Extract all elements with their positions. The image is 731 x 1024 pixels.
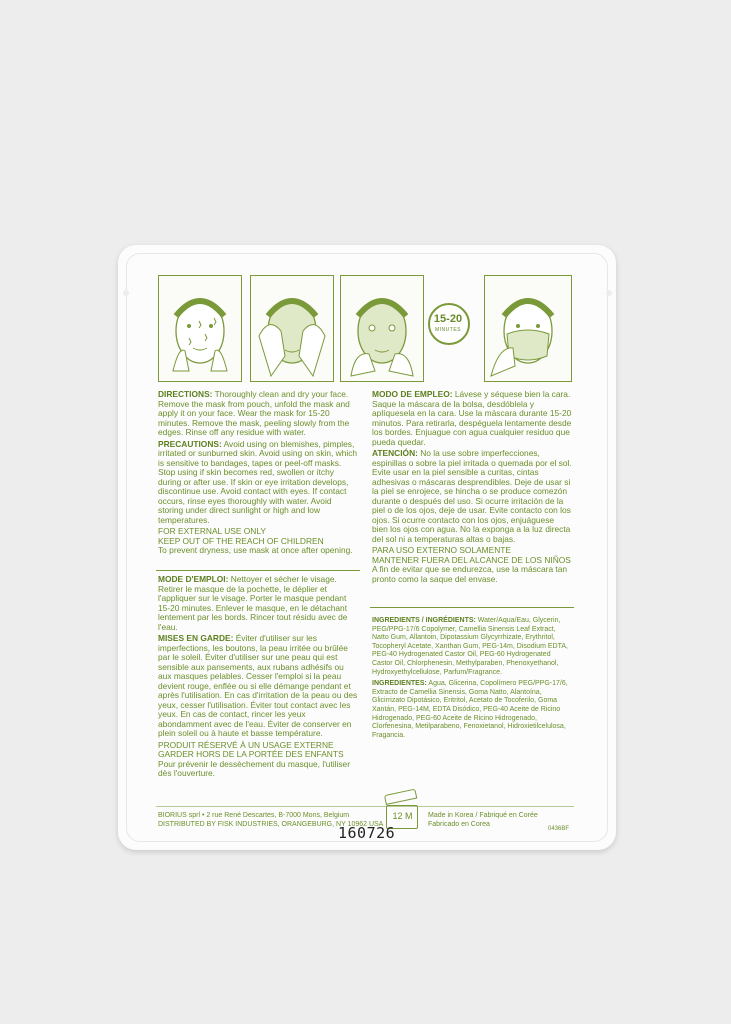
product-code: 0436BF: [548, 826, 570, 832]
distributor: DISTRIBUTED BY FISK INDUSTRIES, ORANGEBURG, NY 10962 USA: [158, 821, 384, 828]
atencion-title: ATENCIÓN:: [372, 448, 418, 458]
mode-emploi-title: MODE D'EMPLOI:: [158, 574, 229, 584]
directions-text: Thoroughly clean and dry your face. Remove the mask from pouch, unfold the mask and apply it on your face. Wear the mask for 15-20 minutes. Remove the mask, peeling slowly from the edges. Rinse off any residue with water.: [158, 389, 350, 437]
modo-empleo-title: MODO DE EMPLEO:: [372, 389, 453, 399]
endurezca-note: A fin de evitar que se endurezca, use la máscara tan pronto como la saque del envase.: [372, 564, 568, 584]
lot-number: 160726: [338, 824, 396, 842]
directions-title: DIRECTIONS:: [158, 389, 213, 399]
made-in: Made in Korea / Fabriqué en Corée: [428, 812, 538, 819]
ingredientes-text: Agua, Glicerina, Copolímero PEG/PPG-17/6, Extracto de Camellia Sinensis, Goma Natto, Alantoína, Glicirrizato Dipotásico, Eritritol, Acetato de Tocoferilo, Goma Xantán, PEG-14M, EDTA Disódico, PEG-40 Aceite de Ricino Hidrogenado, PEG-60 Aceite de Ricino Hidrogenado, Clorfenesina, Metilparabeno, Fenoxietanol, Hidroxietilcelulosa, Fragancia.: [372, 680, 568, 739]
footer-divider: [156, 806, 574, 807]
dryness-note: To prevent dryness, use mask at once after opening.: [158, 545, 353, 555]
atencion-text: No la use sobre imperfecciones, espinillas o sobre la piel irritada o quemada por el sol. Evite usar en la piel sensible a curitas, cintas adhesivas o máscaras desprendibles. Deje de usar si la piel se enrojece, se hincha o se produce comezón durante o después del uso. Si ocurre irritación de la piel o de los ojos, deje de usar. Evite contacto con los ojos. Si ocurre contacto con los ojos, enjuáguese bien los ojos con agua. No la exponga a la luz directa del sol ni a temperaturas altas o bajas.: [372, 448, 572, 544]
usage-externe-notice: PRODUIT RÉSERVÉ À UN USAGE EXTERNE: [158, 739, 334, 750]
directions-french: [158, 575, 358, 781]
ninos-warning: MANTENER FUERA DEL ALCANCE DE LOS NIÑOS: [372, 554, 571, 565]
illustration-step-3: [340, 275, 424, 382]
ingredients-title: INGREDIENTS / INGRÉDIENTS:: [372, 617, 476, 624]
timer-unit: MINUTES: [435, 327, 461, 333]
tear-notch-left: [123, 290, 129, 296]
dessechement-note: Pour prévenir le dessèchement du masque, l'utiliser dès l'ouverture.: [158, 758, 350, 778]
illustration-step-4: [484, 275, 572, 382]
tear-notch-right: [606, 290, 612, 296]
pao-label: 12 M: [392, 811, 413, 821]
origin-info: [428, 811, 568, 829]
mises-en-garde-title: MISES EN GARDE:: [158, 633, 234, 643]
children-warning: KEEP OUT OF THE REACH OF CHILDREN: [158, 535, 324, 546]
illustration-step-2: [250, 275, 334, 382]
mode-emploi-text: Nettoyer et sécher le visage. Retirer le masque de la pochette, le déplier et l'appliquer sur le visage. Porter le masque pendant 15-20 minutes. Enlever le masque, en le détachant lentement par les bords. Rincer tout résidu avec de l'eau.: [158, 574, 348, 632]
external-use-notice: FOR EXTERNAL USE ONLY: [158, 526, 266, 536]
ingredients-text: Water/Aqua/Eau, Glycerin, PEG/PPG-17/6 Copolymer, Camellia Sinensis Leaf Extract, Natto Gum, Allantoin, Dipotassium Glycyrrhizate, Erythritol, Tocopheryl Acetate, Xanthan Gum, PEG-14m, Disodium EDTA, PEG-40 Hydrogenated Castor Oil, PEG-60 Hydrogenated Castor Oil, Chlorphenesin, Methylparaben, Phenoxyethanol, Hydroxyethylcellulose, Parfum/Fragrance.: [372, 617, 568, 676]
directions-english: [158, 390, 358, 558]
company-address: BIORIUS sprl • 2 rue René Descartes, B-7000 Mons, Belgium: [158, 812, 350, 819]
divider-left: [156, 570, 360, 571]
modo-empleo-text: Lávese y séquese bien la cara. Saque la máscara de la bolsa, desdóblela y aplíquesela en la cara. Use la máscara durante 15-20 minutos. Para retirarla, despéguela lentamente desde los bordes. Enjuague con agua cualquier residuo que pueda quedar.: [372, 389, 572, 447]
timer-number: 15-20: [433, 313, 463, 325]
timer-icon: [426, 295, 470, 345]
fabricado-en: Fabricado en Corea: [428, 821, 490, 828]
enfants-warning: GARDER HORS DE LA PORTÉE DES ENFANTS: [158, 749, 344, 759]
ingredients-block: [372, 617, 570, 743]
precautions-title: PRECAUTIONS:: [158, 438, 222, 449]
ingredientes-title: INGREDIENTES:: [372, 680, 427, 688]
illustration-step-1: [158, 275, 242, 382]
directions-spanish: [372, 390, 572, 586]
mises-en-garde-text: Éviter d'utiliser sur les imperfections, les boutons, la peau irritée ou brûlée par le soleil. Éviter d'utiliser sur une peau qui est sensible aux pansements, aux rubans adhésifs ou aux masques pelables. Cesser l'emploi si la peau devient rouge, enflée ou si elle démange pendant et après l'utilisation. En cas d'irritation de la peau ou des yeux, cesser l'utilisation. Éviter tout contact avec les yeux. En cas de contact, rincer les yeux abondamment avec de l'eau. Éviter de conserver en plein soleil ou à haute et basse température.: [158, 633, 358, 738]
precautions-text: Avoid using on blemishes, pimples, irritated or sunburned skin. Avoid using on skin, which is sensitive to bandages, tapes or peel-off masks. Stop using if skin becomes red, swollen or itchy during or after use. If skin or eye irritation develops, discontinue use. Avoid contact with eyes. If contact occurs, rinse eyes thoroughly with water. Avoid storing under direct sunlight or high and low temperatures.: [158, 438, 358, 525]
uso-externo-notice: PARA USO EXTERNO SOLAMENTE: [372, 545, 511, 555]
divider-right: [370, 607, 574, 608]
